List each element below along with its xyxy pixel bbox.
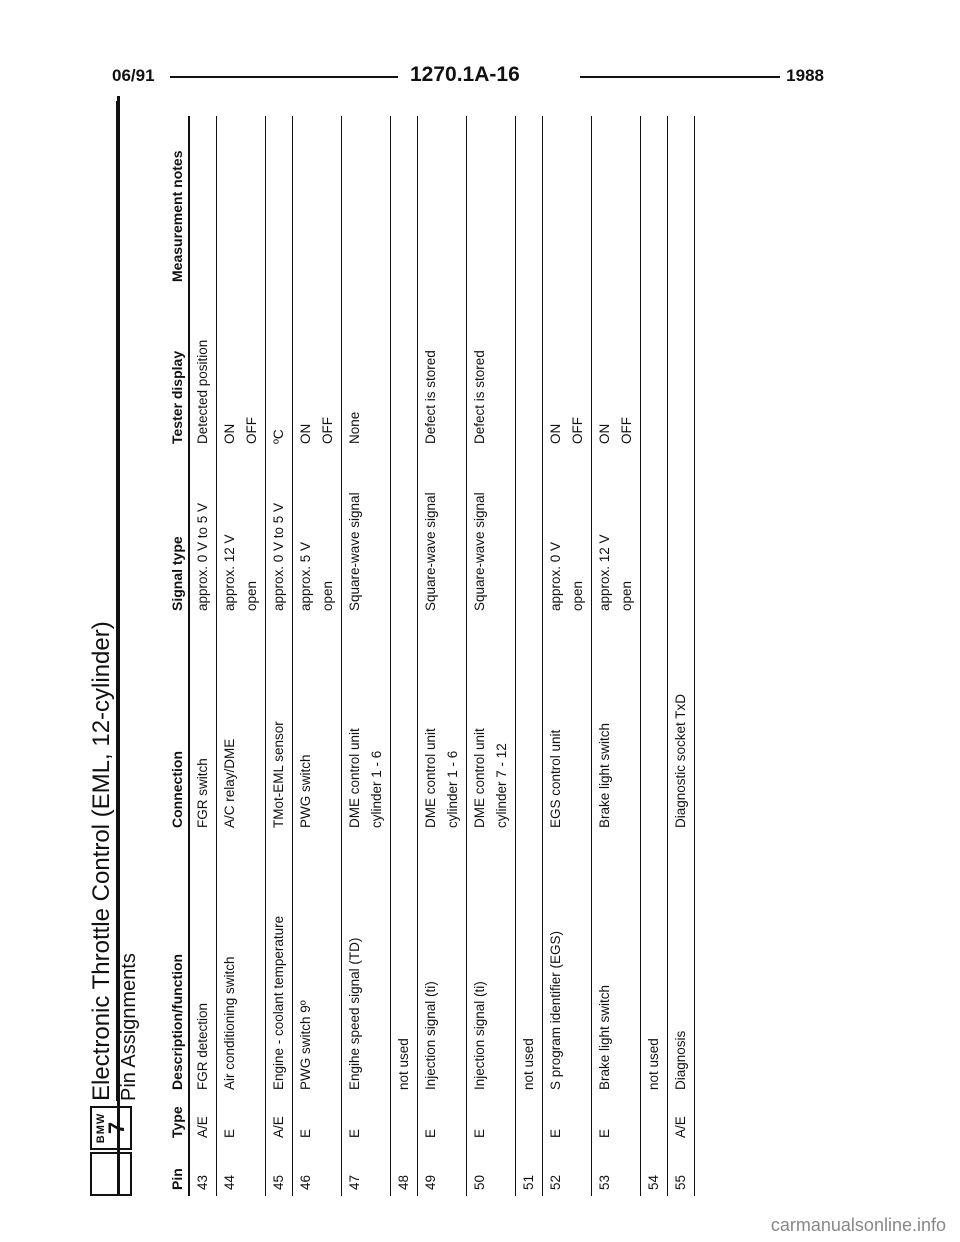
pin-cell xyxy=(592,1144,641,1196)
description-cell xyxy=(217,834,266,1096)
pin-cell-text: 52 xyxy=(548,1174,563,1190)
tester-display-cell xyxy=(668,288,695,450)
tester-display-cell-text: Detected position xyxy=(195,339,210,444)
description-cell-text: Engihe speed signal (TD) xyxy=(347,937,362,1090)
type-cell xyxy=(592,1096,641,1144)
type-cell-text: E xyxy=(548,1128,563,1138)
header-year: 1988 xyxy=(786,66,824,85)
pin-cell-text: 44 xyxy=(222,1174,237,1190)
connection-cell xyxy=(266,617,293,834)
signal-type-cell-text: Square-wave signal xyxy=(347,492,362,611)
tester-display-cell-text: Defect is stored xyxy=(423,350,438,444)
tester-display-cell xyxy=(641,288,668,450)
connection-cell xyxy=(293,617,342,834)
signal-type-cell xyxy=(266,450,293,617)
header-date: 06/91 xyxy=(112,66,155,85)
connection-cell-text: cylinder 7 - 12 xyxy=(494,743,509,828)
connection-cell-text: DME control unit xyxy=(347,728,362,828)
signal-type-cell-text: approx. 0 V to 5 V xyxy=(195,502,210,611)
tester-display-cell xyxy=(516,288,543,450)
type-cell xyxy=(217,1096,266,1144)
connection-cell xyxy=(592,617,641,834)
signal-type-cell-text: Square-wave signal xyxy=(472,492,487,611)
pin-cell xyxy=(342,1144,391,1196)
table-row xyxy=(217,116,266,1196)
pin-cell xyxy=(266,1144,293,1196)
signal-type-cell xyxy=(342,450,391,617)
type-cell xyxy=(266,1096,293,1144)
header-rule-right xyxy=(580,76,780,78)
description-cell xyxy=(391,834,418,1096)
signal-type-cell xyxy=(467,450,516,617)
connection-cell xyxy=(641,617,668,834)
description-cell xyxy=(342,834,391,1096)
pin-cell-text: 43 xyxy=(195,1174,210,1190)
col-header-type: Type xyxy=(166,1096,189,1144)
pin-cell xyxy=(516,1144,543,1196)
table-row xyxy=(668,116,695,1196)
connection-cell xyxy=(467,617,516,834)
description-cell xyxy=(189,834,217,1096)
pin-cell-text: 48 xyxy=(396,1174,411,1190)
tester-display-cell xyxy=(342,288,391,450)
pin-cell-text: 55 xyxy=(673,1174,688,1190)
col-header-connection: Connection xyxy=(166,617,189,834)
connection-cell xyxy=(217,617,266,834)
connection-cell-text: DME control unit xyxy=(423,728,438,828)
connection-cell xyxy=(543,617,592,834)
connection-cell-text: FGR switch xyxy=(195,758,210,828)
measurement-notes-cell xyxy=(391,116,418,288)
tester-display-cell-text: ON xyxy=(548,423,563,444)
signal-type-cell-text: approx. 5 V xyxy=(298,541,313,611)
pin-cell-text: 47 xyxy=(347,1174,362,1190)
type-cell xyxy=(641,1096,668,1144)
signal-type-cell-text: open xyxy=(320,580,335,611)
connection-cell xyxy=(342,617,391,834)
pin-cell-text: 45 xyxy=(271,1174,286,1190)
description-cell-text: Air conditioning switch xyxy=(222,956,237,1090)
pin-cell xyxy=(641,1144,668,1196)
type-cell-text: A/E xyxy=(195,1116,210,1138)
page-title: Electronic Throttle Control (EML, 12-cylinder) xyxy=(88,621,115,1101)
signal-type-cell xyxy=(217,450,266,617)
signal-type-cell-text: open xyxy=(619,580,634,611)
rotated-content xyxy=(88,116,712,1196)
measurement-notes-cell xyxy=(641,116,668,288)
col-header-signal-type: Signal type xyxy=(166,450,189,617)
tester-display-cell xyxy=(543,288,592,450)
pin-cell-text: 46 xyxy=(298,1174,313,1190)
measurement-notes-cell xyxy=(592,116,641,288)
table-row xyxy=(641,116,668,1196)
description-cell-text: Injection signal (ti) xyxy=(423,981,438,1090)
description-cell-text: not used xyxy=(521,1038,536,1090)
description-cell xyxy=(543,834,592,1096)
measurement-notes-cell xyxy=(418,116,467,288)
description-cell xyxy=(592,834,641,1096)
signal-type-cell xyxy=(543,450,592,617)
signal-type-cell xyxy=(418,450,467,617)
type-cell-text: E xyxy=(423,1128,438,1138)
watermark: carmanualsonline.info xyxy=(770,1215,946,1235)
signal-type-cell xyxy=(668,450,695,617)
connection-cell xyxy=(189,617,217,834)
description-cell-text: PWG switch 9º xyxy=(298,1000,313,1090)
connection-cell-text: PWG switch xyxy=(298,754,313,828)
table-row xyxy=(592,116,641,1196)
measurement-notes-cell xyxy=(293,116,342,288)
pin-cell-text: 49 xyxy=(423,1174,438,1190)
description-cell xyxy=(293,834,342,1096)
tester-display-cell-text: Defect is stored xyxy=(472,350,487,444)
connection-cell xyxy=(418,617,467,834)
logo-series: 7 xyxy=(104,1121,129,1135)
measurement-notes-cell xyxy=(189,116,217,288)
pin-cell xyxy=(293,1144,342,1196)
pin-cell xyxy=(543,1144,592,1196)
signal-type-cell-text: Square-wave signal xyxy=(423,492,438,611)
connection-cell-text: cylinder 1 - 6 xyxy=(369,750,384,828)
col-header-pin: Pin xyxy=(166,1144,189,1196)
measurement-notes-cell xyxy=(543,116,592,288)
description-cell xyxy=(668,834,695,1096)
signal-type-cell xyxy=(516,450,543,617)
connection-cell-text: DME control unit xyxy=(472,728,487,828)
connection-cell-text: A/C relay/DME xyxy=(222,738,237,828)
col-header-description: Description/function xyxy=(166,834,189,1096)
table-row xyxy=(391,116,418,1196)
type-cell xyxy=(467,1096,516,1144)
measurement-notes-cell xyxy=(266,116,293,288)
tester-display-cell-text: OFF xyxy=(320,417,335,444)
type-cell-text: E xyxy=(597,1128,612,1138)
description-cell xyxy=(418,834,467,1096)
description-cell-text: Engine - coolant temperature xyxy=(271,915,286,1090)
table-row xyxy=(266,116,293,1196)
tester-display-cell-text: None xyxy=(347,411,362,444)
signal-type-cell xyxy=(592,450,641,617)
measurement-notes-cell xyxy=(342,116,391,288)
page-subtitle: Pin Assignments xyxy=(118,953,140,1101)
connection-cell-text: EGS control unit xyxy=(548,729,563,828)
connection-cell xyxy=(391,617,418,834)
pin-cell-text: 50 xyxy=(472,1174,487,1190)
tester-display-cell-text: OFF xyxy=(244,417,259,444)
signal-type-cell-text: open xyxy=(244,580,259,611)
table-row xyxy=(418,116,467,1196)
description-cell-text: S program identifier (EGS) xyxy=(548,930,563,1090)
pin-assignment-table xyxy=(166,116,695,1196)
connection-cell-text: Diagnostic socket TxD xyxy=(673,693,688,828)
tester-display-cell xyxy=(189,288,217,450)
description-cell xyxy=(641,834,668,1096)
type-cell xyxy=(189,1096,217,1144)
tester-display-cell xyxy=(217,288,266,450)
type-cell-text: A/E xyxy=(271,1116,286,1138)
pin-cell-text: 53 xyxy=(597,1174,612,1190)
tester-display-cell xyxy=(418,288,467,450)
description-cell-text: Injection signal (ti) xyxy=(472,981,487,1090)
tester-display-cell-text: ON xyxy=(298,423,313,444)
description-cell-text: not used xyxy=(646,1038,661,1090)
type-cell-text: E xyxy=(347,1128,362,1138)
signal-type-cell-text: approx. 12 V xyxy=(597,534,612,611)
connection-cell xyxy=(668,617,695,834)
bmw-7-logo xyxy=(90,1106,132,1150)
signal-type-cell xyxy=(293,450,342,617)
type-cell xyxy=(668,1096,695,1144)
signal-type-cell-text: approx. 0 V to 5 V xyxy=(271,502,286,611)
pin-cell xyxy=(391,1144,418,1196)
signal-type-cell-text: open xyxy=(570,580,585,611)
tester-display-cell-text: ON xyxy=(597,423,612,444)
type-cell xyxy=(516,1096,543,1144)
type-cell xyxy=(293,1096,342,1144)
table-row xyxy=(516,116,543,1196)
description-cell xyxy=(266,834,293,1096)
tester-display-cell xyxy=(266,288,293,450)
tester-display-cell-text: OFF xyxy=(619,417,634,444)
type-cell xyxy=(543,1096,592,1144)
type-cell-text: E xyxy=(222,1128,237,1138)
signal-type-cell-text: approx. 0 V xyxy=(548,541,563,611)
pin-cell xyxy=(418,1144,467,1196)
measurement-notes-cell xyxy=(217,116,266,288)
description-cell-text: Diagnosis xyxy=(673,1030,688,1090)
col-header-tester-display: Tester display xyxy=(166,288,189,450)
tester-display-cell-text: ºC xyxy=(271,429,286,444)
tester-display-cell xyxy=(592,288,641,450)
pin-cell xyxy=(217,1144,266,1196)
table-row xyxy=(543,116,592,1196)
table-row xyxy=(467,116,516,1196)
pin-cell xyxy=(668,1144,695,1196)
title-rule xyxy=(116,101,118,1101)
type-cell xyxy=(391,1096,418,1144)
table-body xyxy=(189,116,695,1196)
connection-cell-text: Brake light switch xyxy=(597,722,612,828)
description-cell-text: Brake light switch xyxy=(597,984,612,1090)
description-cell-text: not used xyxy=(396,1038,411,1090)
measurement-notes-cell xyxy=(516,116,543,288)
header-rule-left xyxy=(170,76,398,78)
signal-type-cell xyxy=(189,450,217,617)
type-cell-text: E xyxy=(472,1128,487,1138)
connection-cell-text: cylinder 1 - 6 xyxy=(445,750,460,828)
tester-display-cell-text: OFF xyxy=(570,417,585,444)
connection-cell xyxy=(516,617,543,834)
signal-type-cell xyxy=(641,450,668,617)
connection-cell-text: TMot-EML sensor xyxy=(271,721,286,828)
type-cell xyxy=(342,1096,391,1144)
pin-cell-text: 54 xyxy=(646,1174,661,1190)
type-cell xyxy=(418,1096,467,1144)
pin-cell xyxy=(467,1144,516,1196)
table-header-row xyxy=(166,116,189,1196)
description-cell xyxy=(467,834,516,1096)
header-doc-number: 1270.1A-16 xyxy=(410,63,520,86)
measurement-notes-cell xyxy=(467,116,516,288)
type-cell-text: A/E xyxy=(673,1116,688,1138)
table-row xyxy=(342,116,391,1196)
measurement-notes-cell xyxy=(668,116,695,288)
logo-blank-box xyxy=(90,1152,132,1196)
col-header-measurement-notes: Measurement notes xyxy=(166,116,189,288)
signal-type-cell-text: approx. 12 V xyxy=(222,534,237,611)
tester-display-cell-text: ON xyxy=(222,423,237,444)
pin-cell xyxy=(189,1144,217,1196)
signal-type-cell xyxy=(391,450,418,617)
page-header xyxy=(112,63,824,96)
description-cell-text: FGR detection xyxy=(195,1002,210,1090)
type-cell-text: E xyxy=(298,1128,313,1138)
table-row xyxy=(293,116,342,1196)
tester-display-cell xyxy=(293,288,342,450)
pin-cell-text: 51 xyxy=(521,1174,536,1190)
tester-display-cell xyxy=(391,288,418,450)
description-cell xyxy=(516,834,543,1096)
logo-brand: BMW xyxy=(95,1112,107,1144)
tester-display-cell xyxy=(467,288,516,450)
table-row xyxy=(189,116,217,1196)
